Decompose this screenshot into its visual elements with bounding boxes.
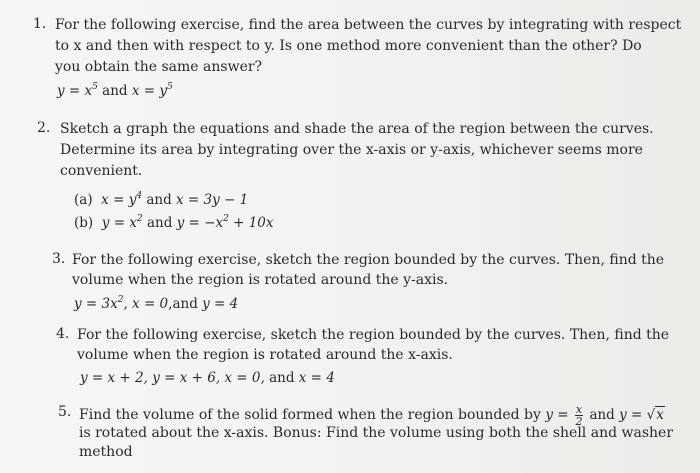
- part-a-label: (a): [74, 192, 93, 208]
- problem-4-line-1: For the following exercise, sketch the region bounded by the curves. Then, find the: [77, 327, 670, 343]
- problem-5-line-2: is rotated about the x-axis. Bonus: Find the volume using both the shell and washer: [79, 425, 674, 441]
- problem-2-number: 2.: [37, 120, 51, 136]
- problem-2-part-b: (b) $y = x^2$ and $y = -x^2 + 10x$: [74, 214, 274, 231]
- problem-1-line-2: to x and then with respect to y. Is one method more convenient than the other? Do: [55, 38, 642, 54]
- problem-4-equation: y = x + 2, y = x + 6, x = 0, and x = 4: [80, 370, 335, 386]
- problem-5-number: 5.: [58, 404, 72, 420]
- problem-5-line-1-text: Find the volume of the solid formed when the region bounded by: [79, 407, 541, 423]
- problem-1-equation: $y = x^5$ and $x = y^5$: [57, 82, 173, 99]
- problem-3-line-2: volume when the region is rotated around the y-axis.: [72, 272, 449, 288]
- problem-4-number: 4.: [56, 326, 70, 342]
- problem-1-number: 1.: [33, 16, 47, 32]
- problem-4-line-2: volume when the region is rotated around the x-axis.: [77, 347, 453, 363]
- problem-5-line-3: method: [79, 444, 133, 460]
- problem-3-equation: $y = 3x^2$, x = 0,and y = 4: [74, 295, 239, 312]
- problem-2-part-a: (a) $x = y^4$ and x = 3y − 1: [74, 191, 249, 208]
- problem-3-number: 3.: [52, 251, 66, 267]
- problem-1-line-3: you obtain the same answer?: [55, 59, 263, 75]
- problem-3-line-1: For the following exercise, sketch the region bounded by the curves. Then, find the: [72, 252, 665, 268]
- part-b-label: (b): [74, 215, 94, 231]
- problem-2-line-3: convenient.: [60, 163, 143, 179]
- problem-1-line-1: For the following exercise, find the area between the curves by integrating with respect: [55, 17, 682, 33]
- problem-2-line-2: Determine its area by integrating over the x-axis or y-axis, whichever seems more: [60, 142, 643, 158]
- problem-2-line-1: Sketch a graph the equations and shade the area of the region between the curves.: [60, 121, 654, 137]
- problem-5-inline-math: y = $\frac{x}{2}$ and y = √x: [545, 403, 664, 428]
